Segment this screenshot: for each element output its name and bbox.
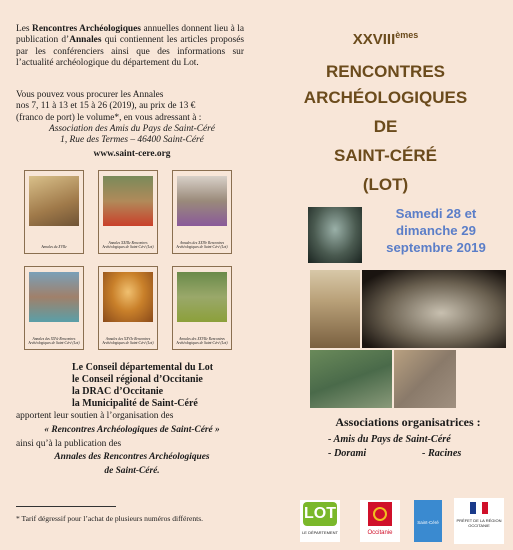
intro-text-3: qui contiennent les articles proposés par les conférenciers ainsi que des informations sur l’actualité archéologique du département du Lot. bbox=[16, 35, 244, 68]
sponsors-list bbox=[72, 362, 252, 410]
order-info bbox=[16, 90, 248, 124]
date-line-1: Samedi 28 et bbox=[395, 206, 477, 221]
cover-5 bbox=[98, 266, 158, 350]
title-line-4: DE bbox=[373, 117, 398, 136]
footnote: * Tarif dégressif pour l’achat de plusieurs numéros différents. bbox=[16, 514, 204, 523]
title-line-5: SAINT-CÉRÉ bbox=[334, 146, 437, 165]
mosaic-photo bbox=[394, 350, 456, 408]
date-line-3: septembre 2019 bbox=[386, 240, 486, 255]
address-line-1: Association des Amis du Pays de Saint-Céré bbox=[49, 124, 215, 134]
saint-cere-logo-text: Saint-Céré bbox=[417, 520, 439, 525]
intro-paragraph bbox=[16, 24, 244, 69]
cover-2-title: Annales XXIIIe Rencontres Archéologiques de Saint-Céré (Lot) bbox=[102, 240, 154, 249]
association-1: - Amis du Pays de Saint-Céré bbox=[328, 434, 451, 445]
title-line-6: (LOT) bbox=[362, 175, 409, 194]
support-line-2: « Rencontres Archéologiques de Saint-Céré » bbox=[44, 424, 220, 435]
cover-1 bbox=[24, 170, 84, 254]
lot-logo-sub: LE DÉPARTEMENT bbox=[302, 530, 338, 535]
sponsor-4: la Municipalité de Saint-Céré bbox=[72, 398, 198, 409]
cover-6-title: Annales des XXVIIe Rencontres Archéologiques de Saint-Céré (Lot) bbox=[176, 336, 228, 345]
right-panel bbox=[258, 0, 513, 550]
support-text bbox=[16, 410, 248, 479]
saint-cere-logo bbox=[414, 500, 442, 542]
cover-3 bbox=[172, 170, 232, 254]
cover-6 bbox=[172, 266, 232, 350]
address bbox=[16, 124, 248, 146]
intro-text-2: annuelles donnent lieu à la publication d’ bbox=[16, 24, 245, 46]
website-link[interactable]: www.saint-cere.org bbox=[93, 149, 171, 159]
cover-1-title: Annales du XVIIe bbox=[41, 244, 67, 249]
aerial-photo bbox=[310, 350, 392, 408]
title-line-2: RENCONTRES bbox=[325, 62, 445, 81]
title-line-3: ARCHÉOLOGIQUES bbox=[303, 88, 468, 107]
intro-bold-1: Rencontres Archéologiques bbox=[32, 24, 141, 34]
crypt-photo bbox=[310, 270, 360, 348]
support-line-3: ainsi qu’à la publication des bbox=[16, 438, 122, 449]
annales-covers bbox=[24, 170, 238, 362]
lot-logo-text: LOT bbox=[303, 502, 337, 526]
occitanie-logo bbox=[360, 500, 400, 542]
address-line-2: 1, Rue des Termes – 46400 Saint-Céré bbox=[60, 135, 204, 146]
associations-title: Associations organisatrices : bbox=[335, 415, 481, 429]
intro-text-1: Les bbox=[16, 24, 30, 34]
intro-bold-2: Annales bbox=[69, 35, 102, 46]
occitan-cross-icon bbox=[373, 507, 387, 521]
title-edition-number: XXVIII bbox=[352, 31, 396, 48]
cover-4 bbox=[24, 266, 84, 350]
lot-logo bbox=[300, 500, 340, 542]
association-2: - Dorami bbox=[328, 448, 367, 459]
support-line-4: Annales des Rencontres Archéologiques bbox=[54, 452, 210, 463]
occitanie-logo-text: Occitanie bbox=[367, 530, 393, 536]
prefet-logo bbox=[454, 498, 504, 544]
cave-photo bbox=[362, 270, 506, 348]
sponsor-2: le Conseil régional d’Occitanie bbox=[72, 374, 203, 385]
date-line-2: dimanche 29 bbox=[396, 223, 476, 238]
sponsor-1: Le Conseil départemental du Lot bbox=[72, 362, 214, 373]
footnote-divider bbox=[16, 506, 116, 507]
order-line-1: Vous pouvez vous procurer les Annales bbox=[16, 90, 164, 100]
prefet-logo-text: PRÉFET DE LA RÉGION OCCITANIE bbox=[456, 518, 502, 528]
order-line-3: (franco de port) le volume*, en vous adressant à : bbox=[16, 112, 202, 123]
association-3: - Racines bbox=[422, 448, 462, 459]
event-dates bbox=[362, 205, 510, 256]
excavation-photo bbox=[308, 207, 362, 263]
french-flag-icon bbox=[470, 502, 488, 514]
title-edition bbox=[258, 30, 513, 48]
cover-5-title: Annales des XXVIe Rencontres Archéologiques de Saint-Céré (Lot) bbox=[102, 336, 154, 345]
title-edition-sup: èmes bbox=[395, 30, 419, 40]
order-line-2: nos 7, 11 à 13 et 15 à 26 (2019), au prix de 13 € bbox=[16, 101, 196, 112]
support-line-1: apportent leur soutien à l’organisation des bbox=[16, 411, 174, 421]
cover-3-title: Annales des XXIVe Rencontres Archéologiques de Saint-Céré (Lot) bbox=[176, 240, 228, 249]
sponsor-3: la DRAC d’Occitanie bbox=[72, 386, 164, 397]
cover-2 bbox=[98, 170, 158, 254]
cover-4-title: Annales des XXVe Rencontres Archéologiques de Saint-Céré (Lot) bbox=[28, 336, 80, 345]
support-line-5: de Saint-Céré. bbox=[104, 466, 160, 477]
